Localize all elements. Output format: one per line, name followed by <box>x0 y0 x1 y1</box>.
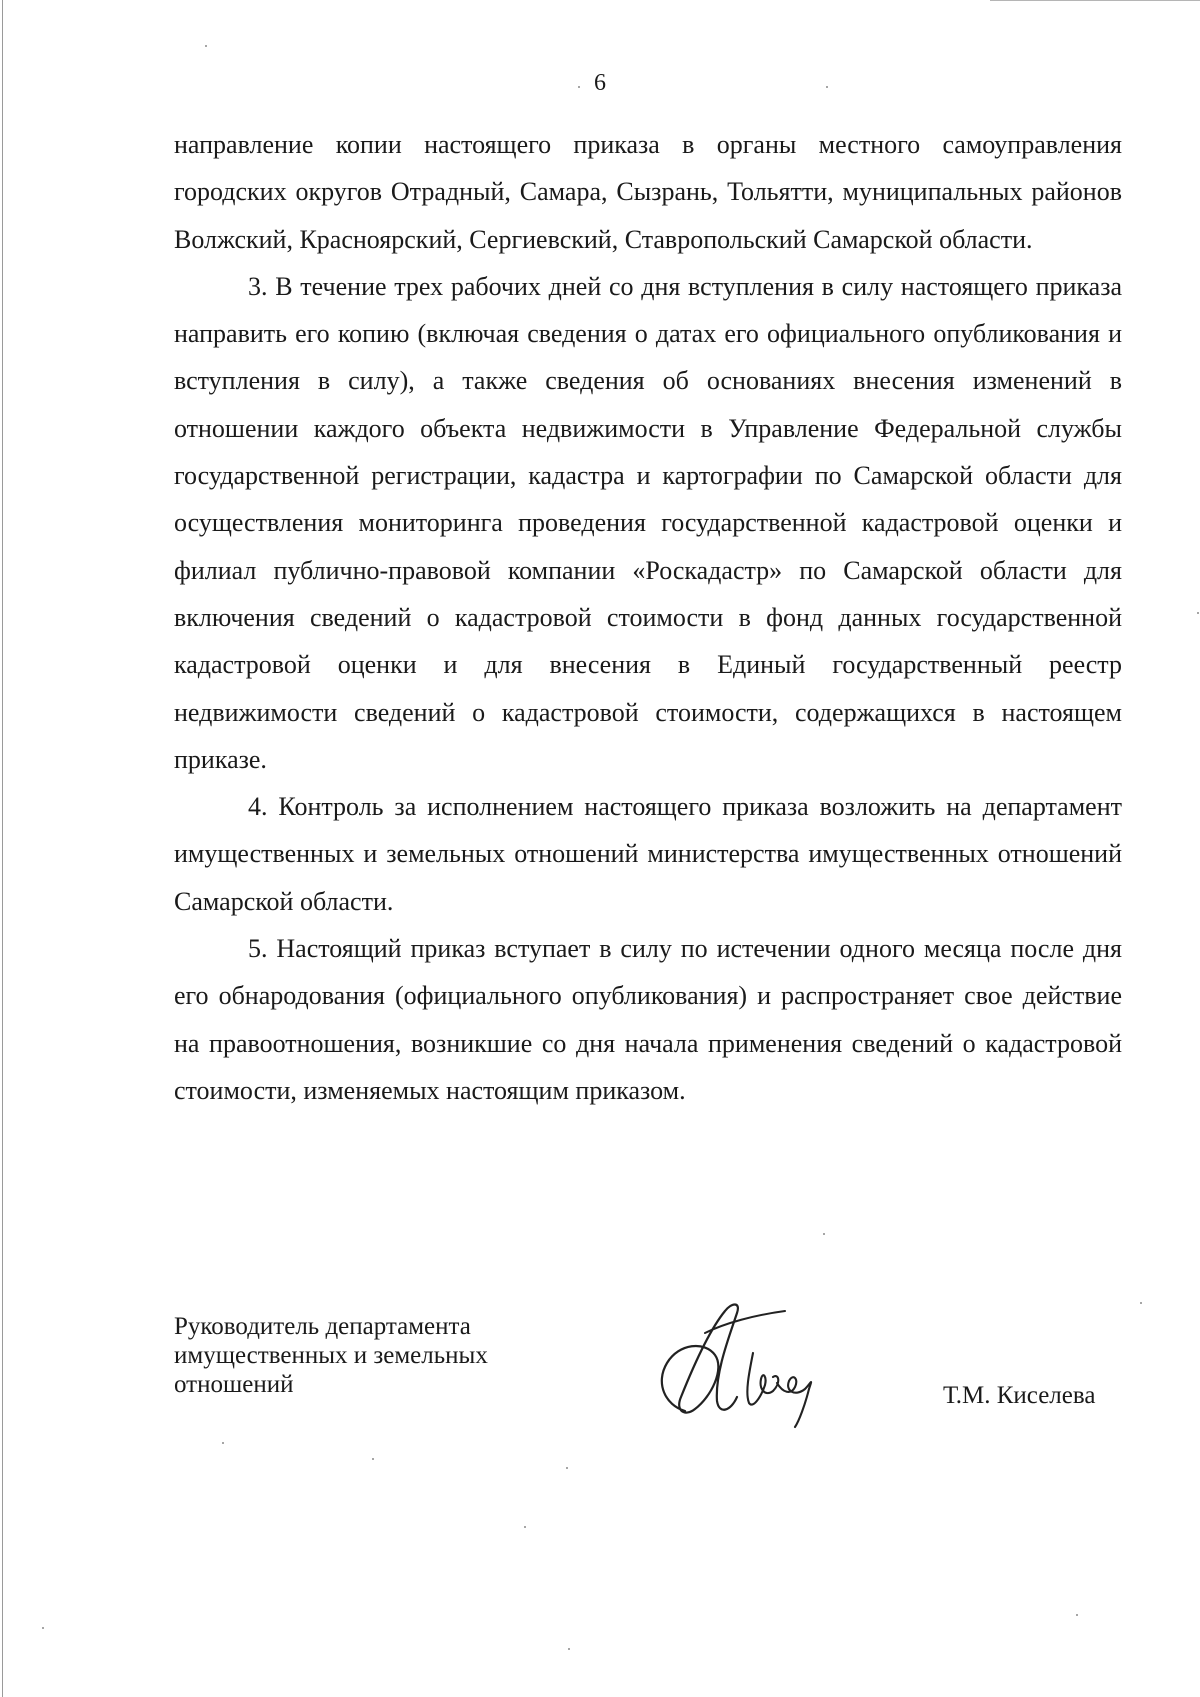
signatory-position-line: отношений <box>174 1371 294 1398</box>
signatory-position-line: имущественных и земельных <box>174 1342 488 1369</box>
signatory-name: Т.М. Киселева <box>943 1382 1096 1409</box>
paragraph-item-4: 4. Контроль за исполнением настоящего приказа возложить на департамент имущественных и земельных отношений министерства имущественных отношений Самарской области. <box>174 792 1122 916</box>
scan-speck <box>1140 1302 1142 1304</box>
scan-speck <box>42 1627 44 1629</box>
scan-speck <box>205 45 207 47</box>
scan-speck <box>568 1648 570 1650</box>
paragraph-continuation: направление копии настоящего приказа в органы местного самоуправления городских округов Отрадный, Самара, Сызрань, Тольятти, муниципальных районов Волжский, Красноярский, Сергиевский, Ставропольский Самарской области. <box>174 130 1122 254</box>
handwritten-signature <box>645 1293 845 1433</box>
signatory-position-line: Руководитель департамента <box>174 1313 471 1340</box>
document-body <box>174 121 1122 1114</box>
scan-speck <box>1076 1614 1078 1616</box>
page-number: 6 <box>594 70 606 96</box>
scan-speck <box>372 1458 374 1460</box>
signatory-position <box>174 1312 488 1399</box>
scan-speck <box>823 1233 825 1235</box>
scan-edge-left <box>2 0 3 1697</box>
scan-edge-top <box>990 0 1200 1</box>
scan-speck <box>524 1526 526 1528</box>
paragraph-item-5: 5. Настоящий приказ вступает в силу по истечении одного месяца после дня его обнародования (официального опубликования) и распространяет свое действие на правоотношения, возникшие со дня начала применения сведений о кадастровой стоимости, изменяемых настоящим приказом. <box>174 934 1122 1105</box>
scan-speck <box>578 86 580 88</box>
scan-speck <box>222 1442 224 1444</box>
scan-speck <box>1197 612 1199 614</box>
paragraph-item-3: 3. В течение трех рабочих дней со дня вступления в силу настоящего приказа направить его копию (включая сведения о датах его официального опубликования и вступления в силу), а также сведения об основаниях внесения изменений в отношении каждого объекта недвижимости в Управление Федеральной службы государственной регистрации, кадастра и картографии по Самарской области для осуществления мониторинга проведения государственной кадастровой оценки и филиал публично-правовой компании «Роскадастр» по Самарской области для включения сведений о кадастровой стоимости в фонд данных государственной кадастровой оценки и для внесения в Единый государственный реестр недвижимости сведений о кадастровой стоимости, содержащихся в настоящем приказе. <box>174 271 1122 774</box>
scan-speck <box>826 86 828 88</box>
scan-speck <box>566 1467 568 1469</box>
